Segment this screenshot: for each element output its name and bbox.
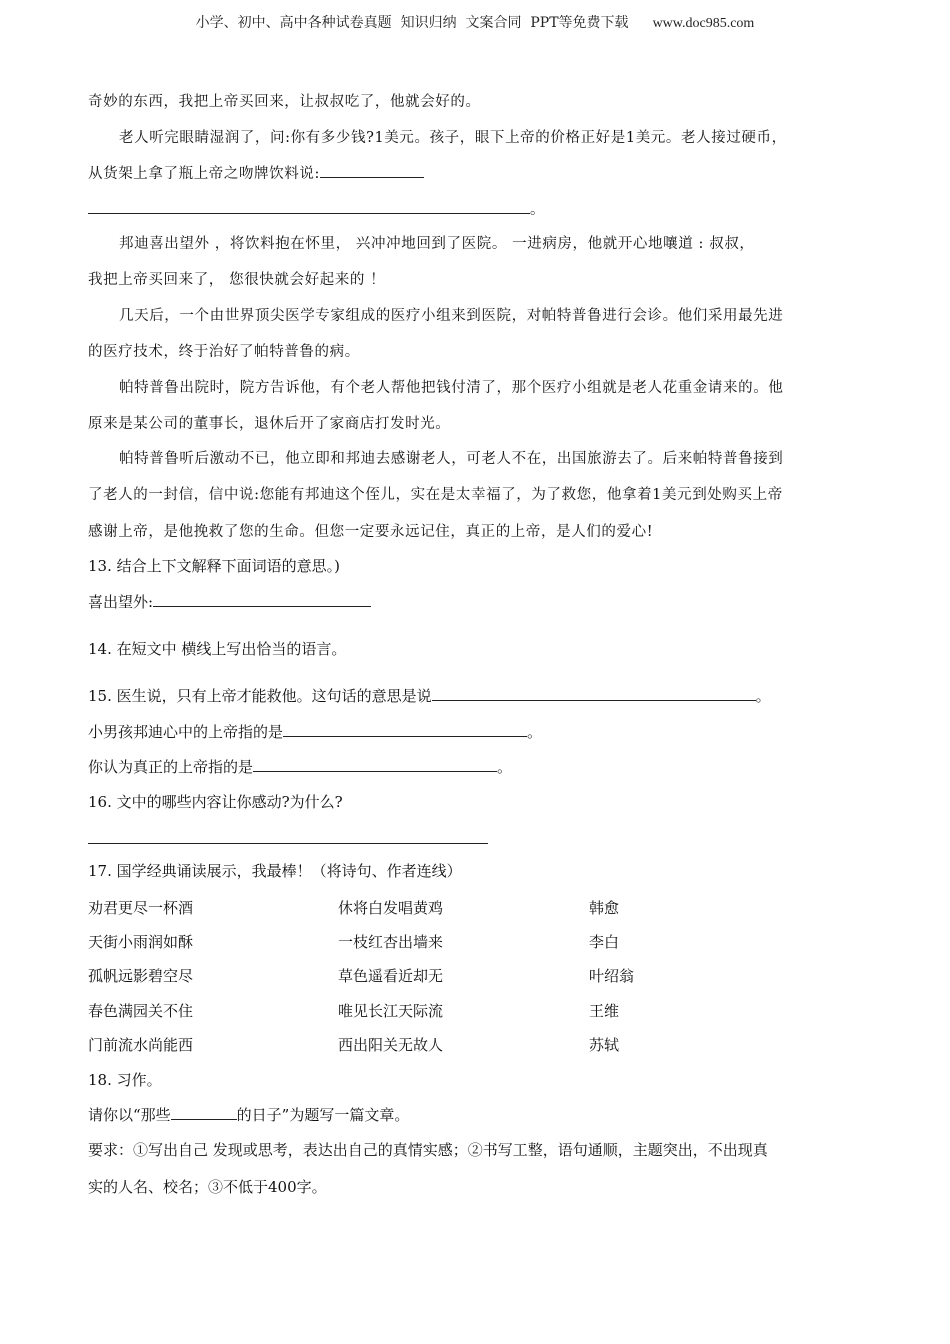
matching-middle-item: 西出阳关无故人 — [338, 1036, 444, 1054]
question-15c-end: 。 — [497, 758, 513, 776]
question-16-answer — [88, 829, 488, 848]
question-15-end: 。 — [755, 687, 771, 705]
question-18-prompt — [88, 1104, 409, 1125]
page-header — [0, 12, 950, 32]
story-para-3b: 我把上帝买回来了， 您很快就会好起来的 ！ — [88, 272, 386, 288]
matching-right-item: 叶绍翁 — [589, 967, 635, 985]
matching-middle-item: 草色遥看近却无 — [338, 967, 444, 985]
story-para-2b-text: 从货架上拿了瓶上帝之吻牌饮料说: — [88, 166, 320, 182]
matching-right-item: 苏轼 — [589, 1036, 620, 1054]
question-15b — [88, 721, 542, 742]
story-para-3a: 邦迪喜出望外 ，将饮料抱在怀里， 兴冲冲地回到了医院。 一进病房，他就开心地嚷道 : 叔叔， — [119, 236, 755, 252]
question-13: 13. 结合上下文解释下面词语的意思。) — [88, 557, 340, 575]
story-para-2c-end: 。 — [530, 202, 546, 218]
question-18: 18. 习作。 — [88, 1071, 162, 1089]
question-16: 16. 文中的哪些内容让你感动?为什么? — [88, 793, 343, 811]
question-13-term-label: 喜出望外: — [88, 593, 154, 611]
question-18-prompt-b: 的日子”为题写一篇文章。 — [236, 1106, 410, 1124]
story-para-6b: 了老人的一封信，信中说:您能有邦迪这个侄儿，实在是太幸福了，为了救您，他拿着1美元到处购买上帝 — [88, 487, 783, 503]
answer-blank-15a[interactable] — [432, 686, 756, 701]
matching-middle-item: 休将白发唱黄鸡 — [338, 899, 444, 917]
question-15b-end: 。 — [527, 723, 543, 741]
matching-right-item: 王维 — [589, 1002, 620, 1020]
story-para-5b: 原来是某公司的董事长，退休后开了家商店打发时光。 — [88, 416, 451, 432]
header-text: 小学、初中、高中各种试卷真题 知识归纳 文案合同 PPT等免费下载 — [195, 15, 629, 31]
story-para-1: 奇妙的东西，我把上帝买回来，让叔叔吃了，他就会好的。 — [88, 94, 481, 110]
story-para-4b: 的医疗技术，终于治好了帕特普鲁的病。 — [88, 344, 360, 360]
story-para-6a: 帕特普鲁听后激动不已，他立即和邦迪去感谢老人，可老人不在，出国旅游去了。后来帕特普鲁接到 — [119, 451, 784, 467]
question-18-prompt-a: 请你以“那些 — [88, 1106, 171, 1124]
matching-left-item: 劝君更尽一杯酒 — [88, 899, 194, 917]
story-para-2c — [88, 198, 545, 219]
question-15c — [88, 756, 512, 777]
matching-middle-item: 一枝红杏出墙来 — [338, 933, 444, 951]
matching-right-item: 李白 — [589, 933, 620, 951]
story-para-2a: 老人听完眼睛湿润了，问:你有多少钱?1美元。孩子，眼下上帝的价格正好是1美元。老人接过硬币， — [119, 130, 787, 146]
question-17: 17. 国学经典诵读展示，我最棒！（将诗句、作者连线） — [88, 862, 462, 880]
question-13-term — [88, 591, 371, 612]
matching-left-item: 门前流水尚能西 — [88, 1036, 194, 1054]
question-18-req-b: 实的人名、校名；③不低于400字。 — [88, 1178, 327, 1196]
question-15c-label: 你认为真正的上帝指的是 — [88, 758, 254, 776]
question-18-req-a: 要求：①写出自己 发现或思考，表达出自己的真情实感；②书写工整，语句通顺，主题突出，不出现真 — [88, 1141, 768, 1159]
answer-blank-2[interactable] — [88, 199, 530, 214]
question-14: 14. 在短文中 横线上写出恰当的语言。 — [88, 640, 347, 658]
answer-blank-1[interactable] — [320, 163, 424, 178]
matching-left-item: 天街小雨润如酥 — [88, 933, 194, 951]
answer-blank-15c[interactable] — [253, 757, 497, 772]
question-15 — [88, 685, 771, 706]
story-para-2b — [88, 162, 424, 183]
story-para-5a: 帕特普鲁出院时，院方告诉他，有个老人帮他把钱付清了，那个医疗小组就是老人花重金请来的。他 — [119, 380, 784, 396]
answer-blank-18[interactable] — [171, 1105, 237, 1120]
story-para-6c: 感谢上帝，是他挽救了您的生命。但您一定要永远记住，真正的上帝，是人们的爱心! — [88, 524, 654, 540]
matching-right-item: 韩愈 — [589, 899, 620, 917]
header-site: www.doc985.com — [652, 16, 755, 31]
question-15b-label: 小男孩邦迪心中的上帝指的是 — [88, 723, 284, 741]
answer-blank-16[interactable] — [88, 829, 488, 844]
matching-left-item: 春色满园关不住 — [88, 1002, 194, 1020]
answer-blank-13[interactable] — [153, 592, 371, 607]
answer-blank-15b[interactable] — [283, 722, 527, 737]
question-15-label: 15. 医生说，只有上帝才能救他。这句话的意思是说 — [88, 687, 432, 705]
matching-left-item: 孤帆远影碧空尽 — [88, 967, 194, 985]
story-para-4a: 几天后，一个由世界顶尖医学专家组成的医疗小组来到医院，对帕特普鲁进行会诊。他们采用最先进 — [119, 308, 784, 324]
matching-middle-item: 唯见长江天际流 — [338, 1002, 444, 1020]
